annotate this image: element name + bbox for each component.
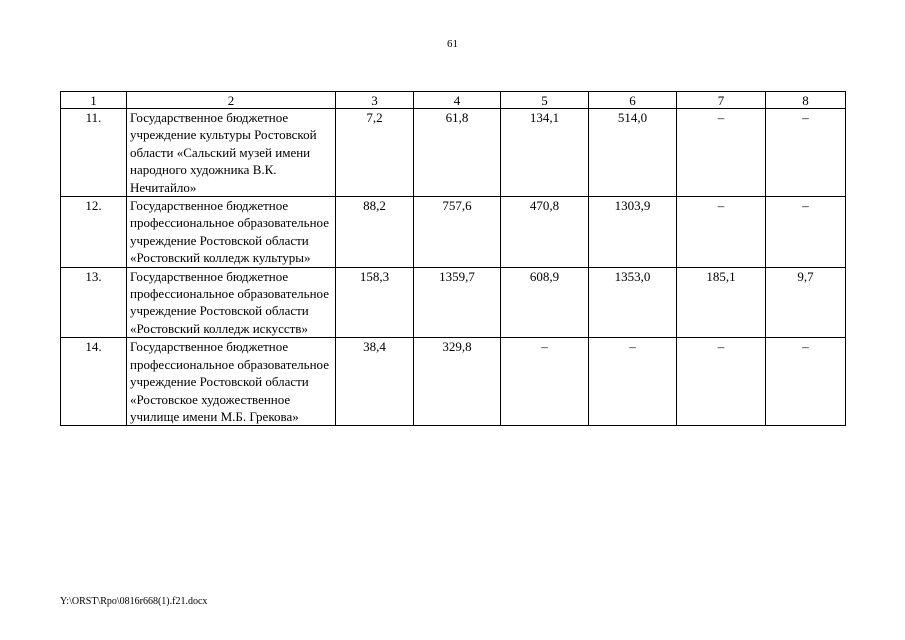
value-cell: 38,4 xyxy=(336,338,414,426)
value-cell: 134,1 xyxy=(501,109,589,197)
value-cell: 470,8 xyxy=(501,197,589,268)
value-cell: – xyxy=(677,109,766,197)
institution-name: Государственное бюджетное профессиональное образовательное учреждение Ростовской области «Ростовский колледж культуры» xyxy=(127,197,336,268)
institution-name: Государственное бюджетное профессиональное образовательное учреждение Ростовской области «Ростовский колледж искусств» xyxy=(127,267,336,338)
column-header: 4 xyxy=(414,92,501,109)
institution-name: Государственное бюджетное профессиональное образовательное учреждение Ростовской области «Ростовское художественное училище имени М.Б. Грекова» xyxy=(127,338,336,426)
value-cell: 757,6 xyxy=(414,197,501,268)
value-cell: 158,3 xyxy=(336,267,414,338)
value-cell: 608,9 xyxy=(501,267,589,338)
table-row xyxy=(61,197,846,268)
value-cell: 61,8 xyxy=(414,109,501,197)
value-cell: 1359,7 xyxy=(414,267,501,338)
value-cell: 88,2 xyxy=(336,197,414,268)
value-cell: 1303,9 xyxy=(589,197,677,268)
footer-file-path: Y:\ORST\Rpo\0816r668(1).f21.docx xyxy=(60,596,208,607)
column-header: 5 xyxy=(501,92,589,109)
value-cell: – xyxy=(677,338,766,426)
value-cell: – xyxy=(589,338,677,426)
data-table xyxy=(60,91,846,426)
table-row xyxy=(61,338,846,426)
value-cell: 514,0 xyxy=(589,109,677,197)
row-number: 13. xyxy=(61,267,127,338)
value-cell: – xyxy=(766,197,846,268)
value-cell: 1353,0 xyxy=(589,267,677,338)
table-header-row xyxy=(61,92,846,109)
column-header: 7 xyxy=(677,92,766,109)
column-header: 8 xyxy=(766,92,846,109)
column-header: 1 xyxy=(61,92,127,109)
value-cell: 9,7 xyxy=(766,267,846,338)
value-cell: 7,2 xyxy=(336,109,414,197)
value-cell: – xyxy=(677,197,766,268)
column-header: 6 xyxy=(589,92,677,109)
value-cell: 329,8 xyxy=(414,338,501,426)
column-header: 3 xyxy=(336,92,414,109)
page-number: 61 xyxy=(447,38,458,50)
value-cell: – xyxy=(766,338,846,426)
row-number: 11. xyxy=(61,109,127,197)
institution-name: Государственное бюджетное учреждение культуры Ростовской области «Сальский музей имени народного художника В.К. Нечитайло» xyxy=(127,109,336,197)
row-number: 14. xyxy=(61,338,127,426)
row-number: 12. xyxy=(61,197,127,268)
value-cell: 185,1 xyxy=(677,267,766,338)
value-cell: – xyxy=(501,338,589,426)
table-row xyxy=(61,109,846,197)
table-row xyxy=(61,267,846,338)
value-cell: – xyxy=(766,109,846,197)
column-header: 2 xyxy=(127,92,336,109)
